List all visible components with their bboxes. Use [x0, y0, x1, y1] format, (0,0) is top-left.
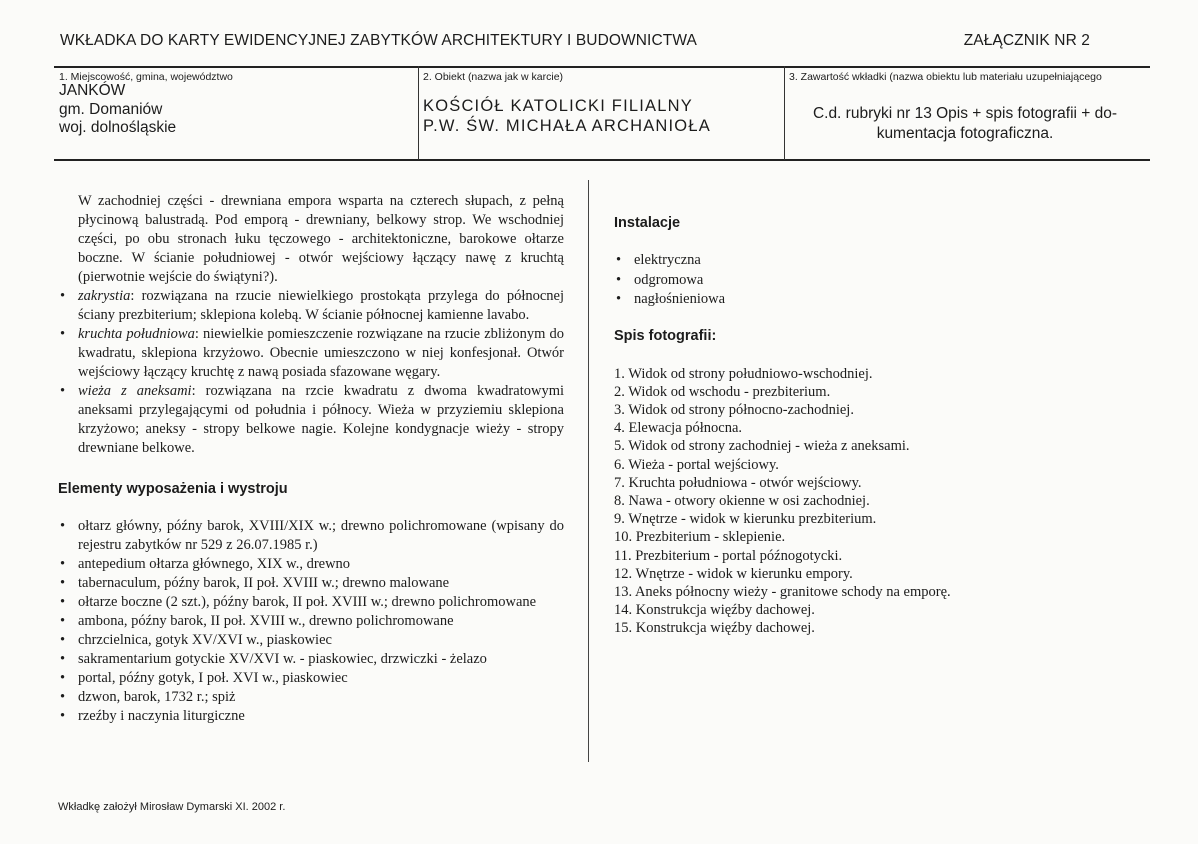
- room-term: wieża z aneksami: [78, 383, 192, 399]
- installation-text: odgromowa: [634, 271, 704, 288]
- equipment-heading: Elementy wyposażenia i wystroju: [58, 481, 288, 497]
- object-cell: [418, 66, 784, 160]
- list-item: 10. Prezbiterium - sklepienie.: [614, 529, 786, 546]
- contents-line: C.d. rubryki nr 13 Opis + spis fotografii + do-: [812, 105, 1118, 122]
- location-cell: [54, 66, 418, 160]
- description-column: [58, 192, 564, 726]
- location-line: JANKÓW: [59, 82, 126, 99]
- list-item: 9. Wnętrze - widok w kierunku prezbiterium.: [614, 511, 877, 528]
- list-item: • chrzcielnica, gotyk XV/XVI w., piaskowiec: [60, 632, 332, 648]
- installations-list: [614, 251, 1134, 310]
- list-item: 7. Kruchta południowa - otwór wejściowy.: [614, 474, 862, 491]
- list-item: • sakramentarium gotyckie XV/XVI w. - piaskowiec, drzwiczki - żelazo: [60, 651, 487, 667]
- room-text: : rozwiązana na rzcie kwadratu z dwoma kwadratowymi aneksami przylegającymi od południa i północy. Wieża w przyziemiu sklepiona krzyżowo; aneksy - stropy belkowe nagie. Kolejne kondygnacje wieży - stropy drewniane belkowe.: [78, 383, 565, 456]
- equipment-text: ambona, późny barok, II poł. XVIII w., drewno polichromowane: [78, 613, 454, 629]
- list-item: 15. Konstrukcja więźby dachowej.: [614, 620, 815, 637]
- list-item: • ołtarz główny, późny barok, XVIII/XIX w.; drewno polichromowane (wpisany do rejestru zabytków nr 529 z 26.07.1985 r.): [60, 518, 564, 553]
- equipment-list: [58, 517, 564, 726]
- contents-cell: [784, 66, 1150, 160]
- equipment-text: portal, późny gotyk, I poł. XVI w., piaskowiec: [78, 670, 348, 686]
- supplement-column: [614, 215, 1134, 638]
- list-item: 6. Wieża - portal wejściowy.: [614, 456, 779, 473]
- equipment-text: chrzcielnica, gotyk XV/XVI w., piaskowiec: [78, 632, 332, 648]
- equipment-text: rzeźby i naczynia liturgiczne: [78, 708, 245, 724]
- list-item: • nagłośnieniowa: [616, 291, 726, 307]
- installation-text: nagłośnieniowa: [634, 291, 726, 307]
- list-item: 12. Wnętrze - widok w kierunku empory.: [614, 565, 853, 582]
- installations-heading: Instalacje: [614, 215, 681, 231]
- document-header: [60, 32, 1090, 50]
- photos-list: [614, 365, 1134, 638]
- list-item: 4. Elewacja północna.: [614, 420, 743, 437]
- list-item: • odgromowa: [616, 271, 704, 288]
- location-line: woj. dolnośląskie: [59, 119, 177, 136]
- list-item: • tabernaculum, późny barok, II poł. XVIII w.; drewno malowane: [60, 575, 450, 591]
- list-item: • dzwon, barok, 1732 r.; spiż: [60, 689, 236, 705]
- location-line: gm. Domaniów: [59, 100, 163, 118]
- list-item: • antepedium ołtarza głównego, XIX w., drewno: [60, 556, 351, 572]
- list-item: • kruchta południowa: niewielkie pomieszczenie rozwiązane na rzucie zbliżonym do kwadratu, sklepiona krzyżowo. Obecnie umieszczono w niej konfesjonał. Otwór wejściowy łączący kruchtę z nawą posiada sfazowane węgary.: [60, 326, 564, 380]
- column-divider: [588, 180, 589, 762]
- list-item: 14. Konstrukcja więźby dachowej.: [614, 602, 815, 619]
- object-line: P.W. ŚW. MICHAŁA ARCHANIOŁA: [423, 116, 711, 135]
- contents-line: kumentacja fotograficzna.: [876, 124, 1054, 142]
- list-item: • rzeźby i naczynia liturgiczne: [60, 708, 245, 724]
- object-label: 2. Obiekt (nazwa jak w karcie): [423, 71, 564, 83]
- equipment-text: antepedium ołtarza głównego, XIX w., drewno: [78, 556, 351, 572]
- contents-label: 3. Zawartość wkładki (nazwa obiektu lub materiału uzupełniającego: [789, 71, 1102, 83]
- intro-paragraph: W zachodniej części - drewniana empora wsparta na czterech słupach, z pełną płycinową balustradą. Pod emporą - drewniany, belkowy strop. We wschodniej części, po obu stronach łuku tęczowego - architektoniczne, barokowe ołtarze boczne. W ścianie południowej - otwór wejściowy łączący nawę z kruchtą (pierwotnie wejście do świątyni?).: [78, 193, 564, 285]
- document-title: WKŁADKA DO KARTY EWIDENCYJNEJ ZABYTKÓW ARCHITEKTURY I BUDOWNICTWA: [60, 32, 697, 49]
- list-item: 8. Nawa - otwory okienne w osi zachodniej.: [614, 492, 870, 509]
- list-item: • ambona, późny barok, II poł. XVIII w., drewno polichromowane: [60, 613, 454, 629]
- list-item: • ołtarze boczne (2 szt.), późny barok, II poł. XVIII w.; drewno polichromowane: [60, 594, 537, 610]
- location-value: [59, 82, 176, 138]
- list-item: • portal, późny gotyk, I poł. XVI w., piaskowiec: [60, 670, 348, 686]
- list-item: 1. Widok od strony południowo-wschodniej.: [614, 365, 873, 382]
- installation-text: elektryczna: [634, 252, 701, 268]
- rooms-list: [58, 287, 564, 458]
- equipment-text: dzwon, barok, 1732 r.; spiż: [78, 689, 236, 705]
- room-text: : rozwiązana na rzucie niewielkiego prostokąta przylega do północnej ściany prezbiterium; sklepiona kolebą. W ścianie północnej kamienne lavabo.: [78, 288, 564, 323]
- location-label: 1. Miejscowość, gmina, województwo: [59, 71, 233, 83]
- object-line: KOŚCIÓŁ KATOLICKI FILIALNY: [423, 97, 693, 115]
- object-name: [423, 97, 711, 136]
- room-term: kruchta południowa: [78, 326, 195, 342]
- photos-heading: Spis fotografii:: [614, 327, 717, 344]
- list-item: • zakrystia: rozwiązana na rzucie niewielkiego prostokąta przylega do północnej ściany prezbiterium; sklepiona kolebą. W ścianie północnej kamienne lavabo.: [60, 288, 564, 323]
- record-info-table: [54, 66, 1150, 160]
- room-term: zakrystia: [78, 288, 131, 304]
- equipment-text: tabernaculum, późny barok, II poł. XVIII w.; drewno malowane: [78, 575, 450, 591]
- annex-label: ZAŁĄCZNIK NR 2: [963, 32, 1090, 49]
- contents-value: [784, 104, 1146, 143]
- list-item: 5. Widok od strony zachodniej - wieża z aneksami.: [614, 438, 910, 455]
- list-item: 11. Prezbiterium - portal późnogotycki.: [614, 547, 843, 564]
- equipment-text: sakramentarium gotyckie XV/XVI w. - piaskowiec, drzwiczki - żelazo: [78, 651, 487, 667]
- author-note: Wkładkę założył Mirosław Dymarski XI. 2002 r.: [58, 801, 286, 813]
- list-item: • elektryczna: [616, 252, 701, 268]
- list-item: 2. Widok od wschodu - prezbiterium.: [614, 383, 831, 400]
- list-item: 3. Widok od strony północno-zachodniej.: [614, 401, 854, 418]
- room-text: : niewielkie pomieszczenie rozwiązane na rzucie zbliżonym do kwadratu, sklepiona krzyżowo. Obecnie umieszczono w niej konfesjonał. Otwór wejściowy łączący kruchtę z nawą posiada sfazowane węgary.: [78, 326, 564, 380]
- list-item: • wieża z aneksami: rozwiązana na rzcie kwadratu z dwoma kwadratowymi aneksami przylegającymi od południa i północy. Wieża w przyziemiu sklepiona krzyżowo; aneksy - stropy belkowe nagie. Kolejne kondygnacje wieży - stropy drewniane belkowe.: [60, 383, 565, 456]
- equipment-text: ołtarz główny, późny barok, XVIII/XIX w.; drewno polichromowane (wpisany do rejestru zabytków nr 529 z 26.07.1985 r.): [78, 518, 564, 553]
- list-item: 13. Aneks północny wieży - granitowe schody na emporę.: [614, 583, 951, 600]
- equipment-text: ołtarze boczne (2 szt.), późny barok, II poł. XVIII w.; drewno polichromowane: [78, 594, 537, 610]
